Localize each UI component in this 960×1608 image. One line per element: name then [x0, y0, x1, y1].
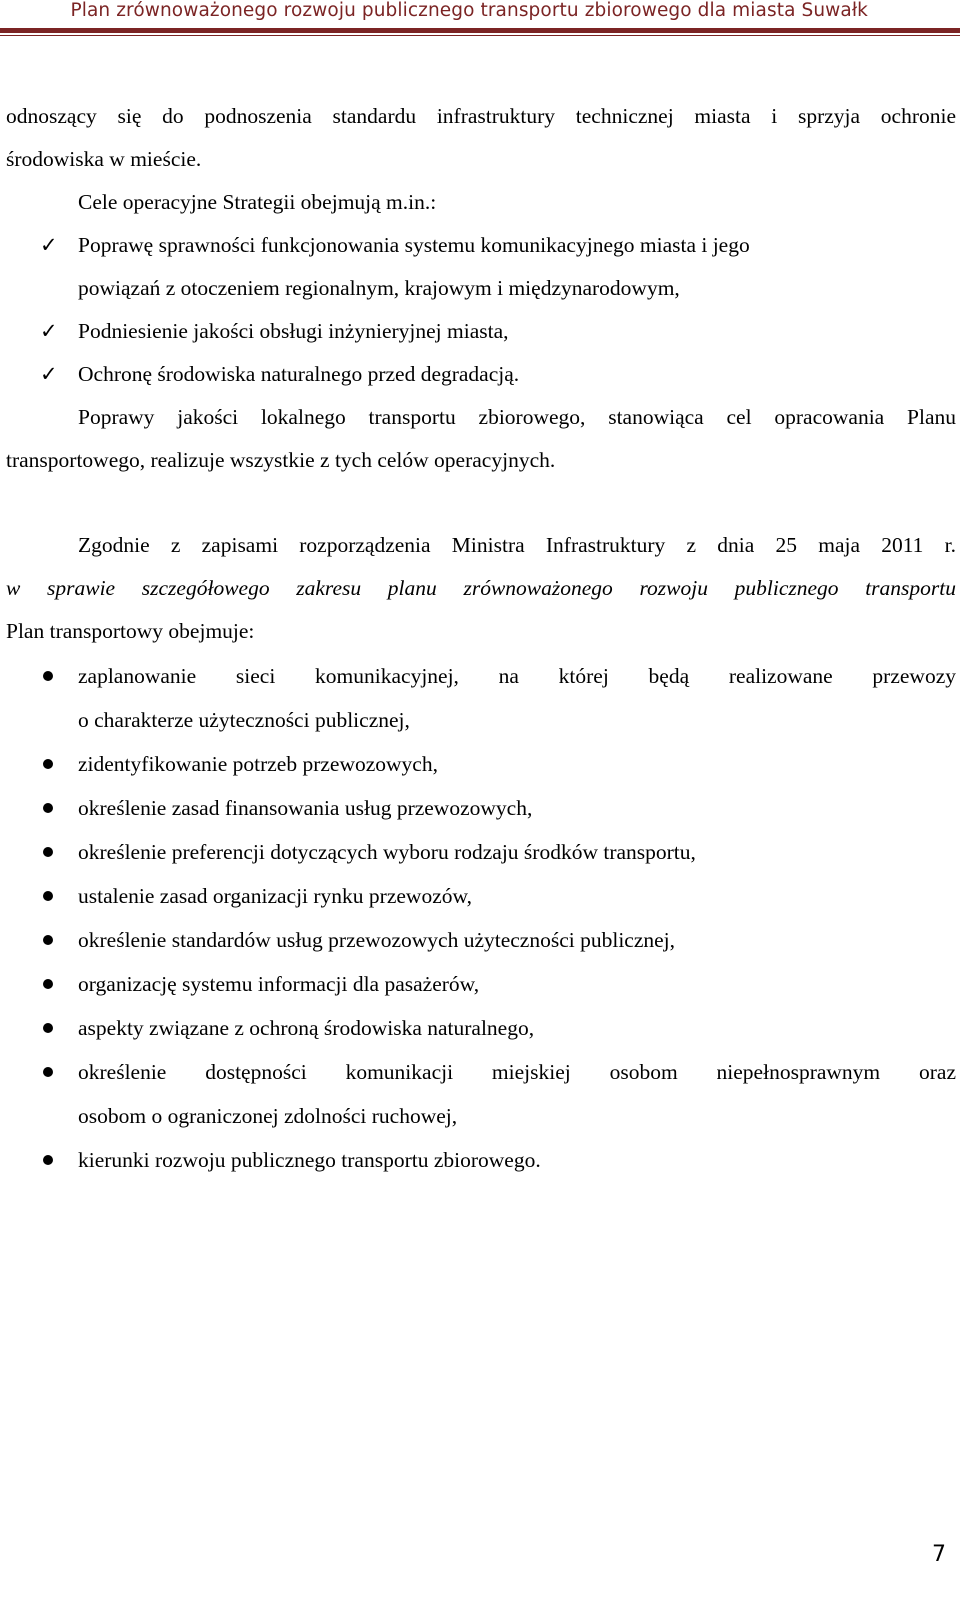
paragraph-line: środowiska w mieście.: [6, 147, 202, 171]
check-icon: ✓: [40, 233, 58, 257]
goal-item: [6, 353, 956, 396]
paragraph-line: Zgodnie z zapisami rozporządzenia Ministra Infrastruktury z dnia 25 maja 2011 r.: [78, 533, 956, 557]
header-title: Plan zrównoważonego rozwoju publicznego transportu zbiorowego dla miasta Suwałk: [70, 0, 868, 21]
scope-item: [6, 962, 956, 1006]
paragraph-line: transportowego, realizuje wszystkie z tych celów operacyjnych.: [6, 448, 556, 472]
regulation-title: w sprawie szczegółowego zakresu planu zrównoważonego rozwoju publicznego transportu: [6, 576, 956, 600]
document-body: [6, 95, 956, 1182]
header-rule-thin: [0, 35, 960, 36]
scope-item: [6, 786, 956, 830]
bullet-icon: [43, 1023, 53, 1033]
scope-item: [6, 830, 956, 874]
scope-text: osobom o ograniczonej zdolności ruchowej,: [78, 1104, 458, 1128]
scope-text: określenie dostępności komunikacji miejskiej osobom niepełnosprawnym oraz: [78, 1060, 956, 1084]
goal-text: powiązań z otoczeniem regionalnym, krajowym i międzynarodowym,: [78, 276, 680, 300]
scope-item: [6, 918, 956, 962]
bullet-icon: [43, 759, 53, 769]
scope-text: aspekty związane z ochroną środowiska naturalnego,: [78, 1016, 535, 1040]
bullet-icon: [43, 1155, 53, 1165]
goals-intro: Cele operacyjne Strategii obejmują m.in.:: [78, 190, 437, 214]
scope-item: [6, 1050, 956, 1138]
goal-item: [6, 224, 956, 310]
goal-text: Ochronę środowiska naturalnego przed degradacją.: [78, 362, 520, 386]
bullet-icon: [43, 979, 53, 989]
scope-text: zaplanowanie sieci komunikacyjnej, na której będą realizowane przewozy: [78, 664, 956, 688]
scope-text: określenie zasad finansowania usług przewozowych,: [78, 796, 533, 820]
scope-text: organizację systemu informacji dla pasażerów,: [78, 972, 480, 996]
bullet-icon: [43, 671, 53, 681]
scope-item: [6, 1006, 956, 1050]
scope-text: o charakterze użyteczności publicznej,: [78, 708, 410, 732]
scope-text: ustalenie zasad organizacji rynku przewozów,: [78, 884, 473, 908]
paragraph-line: Poprawy jakości lokalnego transportu zbiorowego, stanowiąca cel opracowania Planu: [78, 405, 956, 429]
goal-text: Podniesienie jakości obsługi inżynieryjnej miasta,: [78, 319, 509, 343]
scope-text: zidentyfikowanie potrzeb przewozowych,: [78, 752, 438, 776]
scope-item: [6, 742, 956, 786]
header-rule-thick: [0, 28, 960, 33]
scope-text: określenie standardów usług przewozowych użyteczności publicznej,: [78, 928, 676, 952]
bullet-icon: [43, 1067, 53, 1077]
bullet-icon: [43, 935, 53, 945]
goal-text: Poprawę sprawności funkcjonowania systemu komunikacyjnego miasta i jego: [78, 233, 750, 257]
bullet-icon: [43, 803, 53, 813]
scope-item: [6, 874, 956, 918]
page-header: [0, 0, 960, 44]
scope-text: kierunki rozwoju publicznego transportu zbiorowego.: [78, 1148, 541, 1172]
bullet-icon: [43, 847, 53, 857]
scope-item: [6, 654, 956, 742]
check-icon: ✓: [40, 362, 58, 386]
paragraph-line: odnoszący się do podnoszenia standardu infrastruktury technicznej miasta i sprzyja ochronie: [6, 104, 956, 128]
paragraph-line: Plan transportowy obejmuje:: [6, 619, 255, 643]
goal-item: [6, 310, 956, 353]
scope-text: określenie preferencji dotyczących wyboru rodzaju środków transportu,: [78, 840, 696, 864]
check-icon: ✓: [40, 319, 58, 343]
page-number: 7: [932, 1542, 946, 1567]
scope-item: [6, 1138, 956, 1182]
bullet-icon: [43, 891, 53, 901]
